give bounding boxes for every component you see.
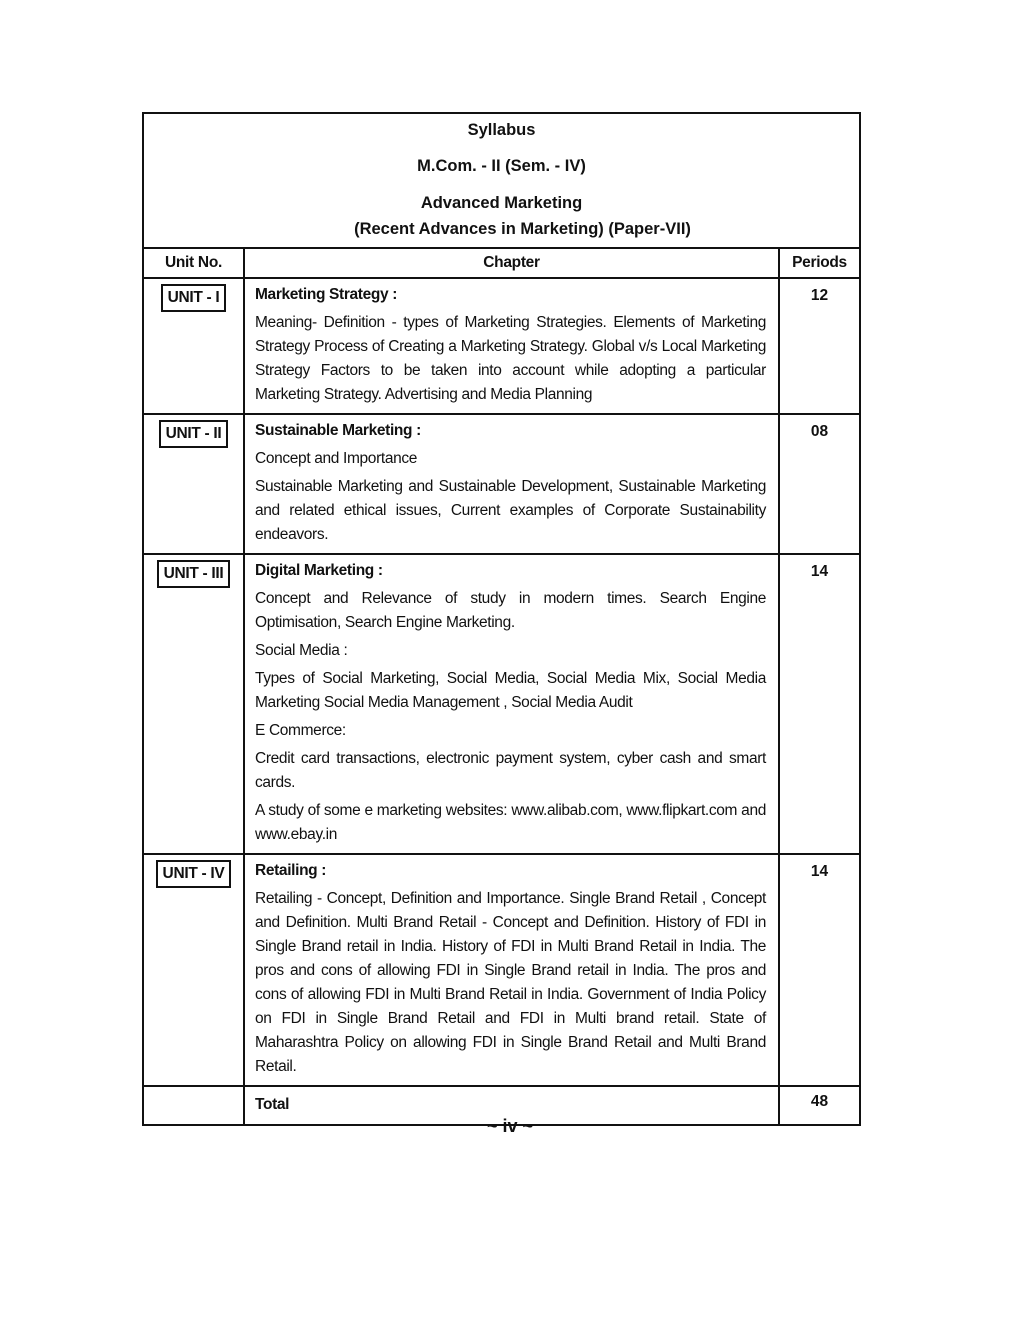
total-periods: 48 [779, 1086, 859, 1124]
syllabus-table [144, 249, 859, 1124]
chapter-paragraph: Social Media : [255, 642, 348, 659]
chapter-title: Sustainable Marketing : [255, 422, 421, 439]
chapter-paragraph: Retailing - Concept, Definition and Importance. Single Brand Retail , Concept and Definition. Multi Brand Retail - Concept and Definition. History of FDI in Single Brand retail in India. History of FDI in Multi Brand Retail in India. The pros and cons of allowing FDI in Single Brand retail in India. The pros and cons of allowing FDI in Multi Brand Retail in India. Government of India Policy on FDI in Single Brand Retail and FDI in Multi brand retail. State of Maharashtra Policy on allowing FDI in Single Brand Retail and Multi Brand Retail. [255, 890, 766, 1075]
chapter-paragraph: Concept and Relevance of study in modern times. Search Engine Optimisation, Search Engine Marketing. [255, 590, 766, 631]
periods-cell: 14 [779, 854, 859, 1086]
unit-cell [144, 414, 244, 554]
page-number: ~ iv ~ [486, 1116, 534, 1136]
column-periods: Periods [779, 249, 859, 278]
unit-cell [144, 854, 244, 1086]
unit-row [144, 554, 859, 854]
subject-name: Advanced Marketing [420, 194, 583, 212]
course-name: M.Com. - II (Sem. - IV) [417, 157, 586, 175]
chapter-title: Retailing : [255, 862, 327, 879]
column-header-row [144, 249, 859, 278]
unit-cell [144, 278, 244, 414]
unit-label: UNIT - III [157, 560, 231, 588]
periods-cell: 14 [779, 554, 859, 854]
periods-cell: 08 [779, 414, 859, 554]
chapter-paragraph: A study of some e marketing websites: www.alibab.com, www.flipkart.com and www.ebay.in [255, 802, 766, 843]
unit-row [144, 854, 859, 1086]
chapter-cell [244, 414, 779, 554]
syllabus-header [144, 114, 859, 249]
unit-label: UNIT - IV [156, 860, 232, 888]
chapter-cell [244, 278, 779, 414]
chapter-cell [244, 854, 779, 1086]
chapter-paragraph: Types of Social Marketing, Social Media, Social Media Mix, Social Media Marketing Social Media Management , Social Media Audit [255, 670, 766, 711]
chapter-cell [244, 554, 779, 854]
chapter-paragraph: E Commerce: [255, 722, 346, 739]
syllabus-title: Syllabus [467, 121, 536, 139]
unit-row [144, 414, 859, 554]
column-chapter: Chapter [244, 249, 779, 278]
chapter-paragraph: Sustainable Marketing and Sustainable Development, Sustainable Marketing and related ethical issues, Current examples of Corporate Sustainability endeavors. [255, 478, 766, 543]
chapter-title: Digital Marketing : [255, 562, 383, 579]
periods-cell: 12 [779, 278, 859, 414]
unit-label: UNIT - II [159, 420, 229, 448]
unit-cell [144, 554, 244, 854]
syllabus-table-frame [142, 112, 861, 1126]
total-label: Total [255, 1096, 290, 1113]
chapter-title: Marketing Strategy : [255, 286, 398, 303]
unit-label: UNIT - I [161, 284, 227, 312]
paper-name: (Recent Advances in Marketing) (Paper-VII) [354, 220, 691, 238]
chapter-paragraph: Credit card transactions, electronic payment system, cyber cash and smart cards. [255, 750, 766, 791]
column-unit: Unit No. [144, 249, 244, 278]
chapter-paragraph: Meaning- Definition - types of Marketing Strategies. Elements of Marketing Strategy Process of Creating a Marketing Strategy. Global v/s Local Marketing Strategy Factors to be taken into account while adopting a particular Marketing Strategy. Advertising and Media Planning [255, 314, 766, 403]
chapter-paragraph: Concept and Importance [255, 450, 418, 467]
unit-row [144, 278, 859, 414]
